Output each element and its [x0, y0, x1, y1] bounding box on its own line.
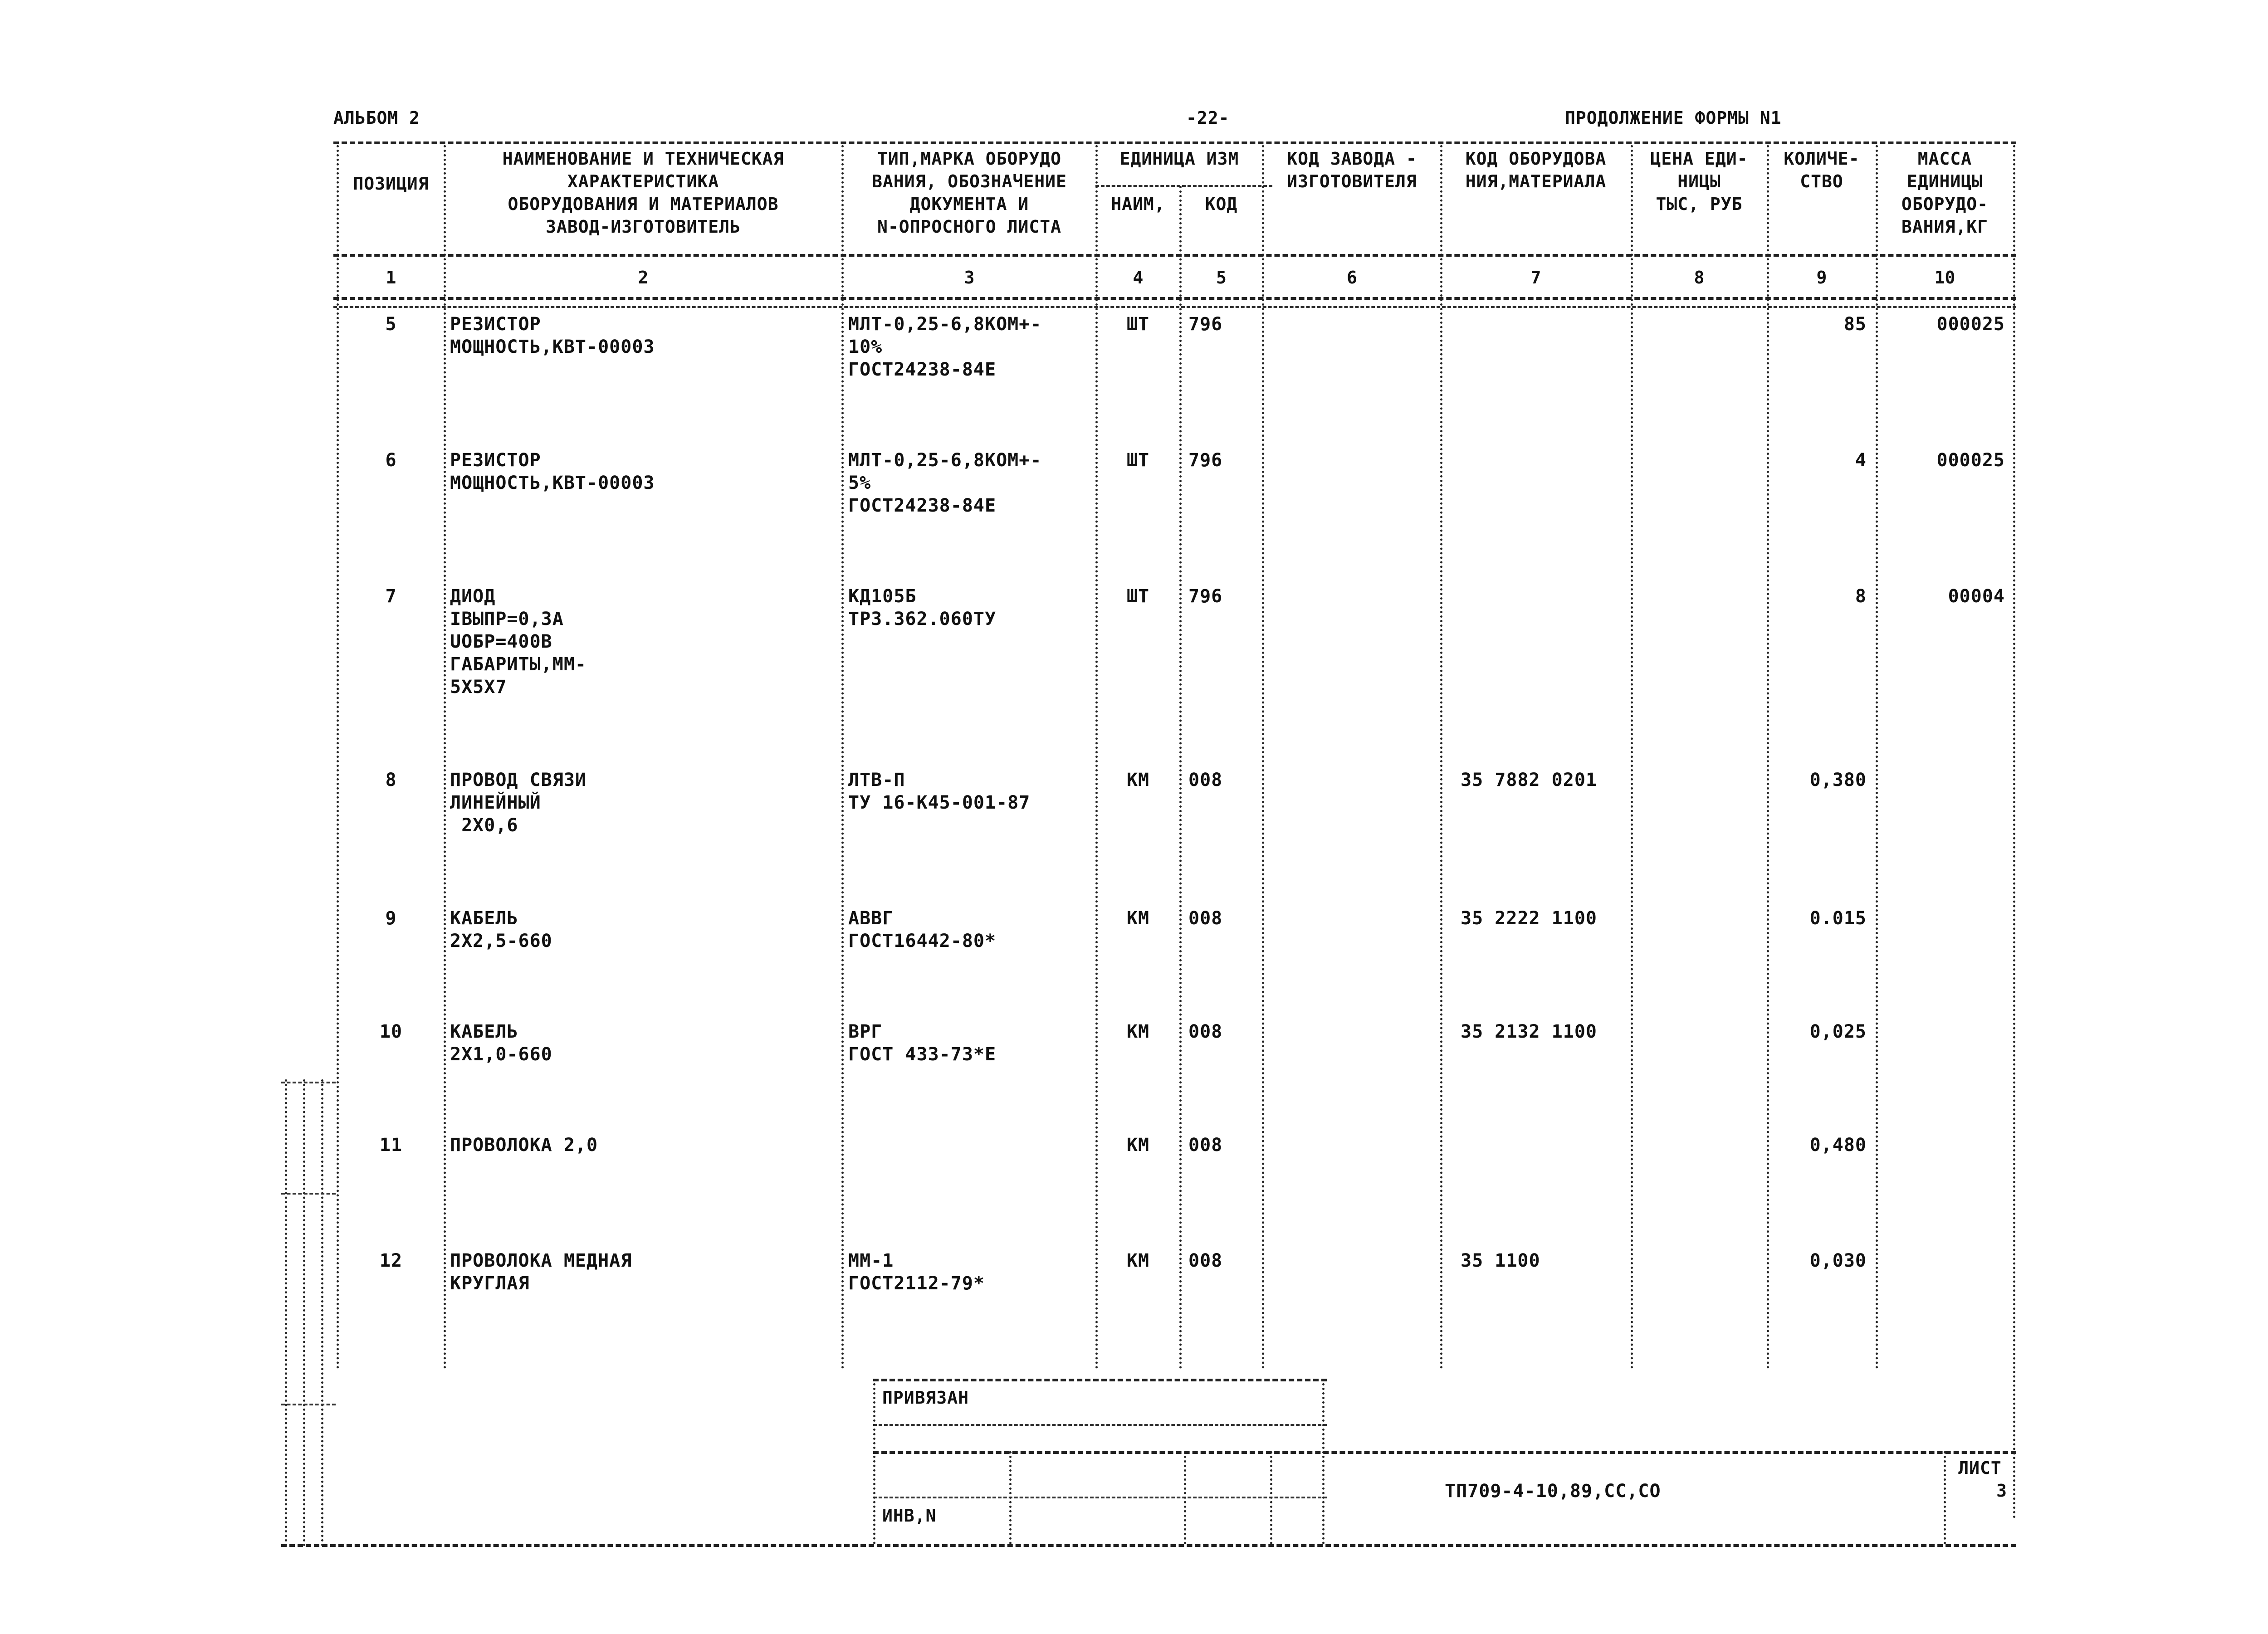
row-unit-code: 008	[1188, 770, 1223, 790]
header-mass-line: ЕДИНИЦЫ	[1906, 171, 1983, 191]
row-position: 7	[385, 586, 397, 607]
rule-bottom	[281, 1544, 2016, 1547]
header-type-line: ТИП,МАРКА ОБОРУДО	[877, 149, 1061, 169]
stamp-line	[873, 1379, 875, 1544]
stamp-inv-label: ИНВ,N	[882, 1506, 937, 1526]
row-name: ПРОВОЛОКА 2,0	[450, 1135, 598, 1156]
margin-rule	[281, 1082, 336, 1083]
row-position: 11	[379, 1135, 403, 1156]
row-unit-code: 008	[1188, 1021, 1223, 1042]
column-number: 10	[1934, 268, 1955, 288]
stamp-line	[1184, 1451, 1186, 1544]
stamp-rule	[873, 1379, 1327, 1381]
header-maker-code-line: КОД ЗАВОДА -	[1287, 149, 1417, 169]
header-mass-line: ВАНИЯ,КГ	[1901, 217, 1989, 237]
row-type: МЛТ-0,25-6,8КОМ+- 5% ГОСТ24238-84Е	[848, 450, 1042, 516]
row-position: 6	[385, 450, 397, 471]
row-position: 5	[385, 314, 397, 335]
margin-line-3	[321, 1079, 323, 1546]
row-name: ПРОВОД СВЯЗИ ЛИНЕЙНЫЙ 2X0,6	[450, 770, 587, 836]
row-quantity: 0,025	[1809, 1021, 1867, 1042]
album-label: АЛЬБОМ 2	[333, 108, 420, 128]
stamp-rule	[873, 1451, 2016, 1454]
row-type: АВВГ ГОСТ16442-80*	[848, 908, 997, 951]
continuation-label: ПРОДОЛЖЕНИЕ ФОРМЫ N1	[1565, 108, 1782, 128]
header-unit-code: КОД	[1205, 194, 1238, 214]
row-quantity: 0,380	[1809, 770, 1867, 790]
row-unit-code: 796	[1188, 450, 1223, 471]
row-quantity: 0,030	[1809, 1250, 1867, 1271]
col-line-7	[1631, 145, 1633, 1370]
row-mass: 00004	[1948, 586, 2005, 607]
rule-numbers-bottom	[333, 297, 2016, 300]
row-mass: 000025	[1936, 450, 2005, 471]
header-quantity-line: СТВО	[1800, 171, 1843, 191]
column-number: 8	[1694, 268, 1705, 288]
header-price-line: ЦЕНА ЕДИ-	[1650, 149, 1748, 169]
row-type: ЛТВ-П ТУ 16-К45-001-87	[848, 770, 1031, 813]
header-name-line: ОБОРУДОВАНИЯ И МАТЕРИАЛОВ	[508, 194, 779, 214]
header-position-line: ПОЗИЦИЯ	[353, 174, 429, 194]
row-position: 8	[385, 770, 397, 790]
column-number: 6	[1347, 268, 1357, 288]
column-number: 2	[638, 268, 649, 288]
sheet-number: 3	[1996, 1481, 2007, 1501]
header-type	[845, 147, 1094, 238]
header-name	[447, 147, 840, 238]
col-line-2	[841, 145, 844, 1370]
rule-numbers-bottom-2	[333, 306, 2016, 308]
margin-rule	[281, 1404, 336, 1405]
header-equipment-code-line: НИЯ,МАТЕРИАЛА	[1465, 171, 1607, 191]
row-equipment-code: 35 1100	[1461, 1250, 1540, 1271]
header-price-line: НИЦЫ	[1677, 171, 1721, 191]
header-unit: ЕДИНИЦА ИЗМ	[1119, 149, 1239, 169]
column-number: 4	[1133, 268, 1144, 288]
header-equipment-code-line: КОД ОБОРУДОВА	[1465, 149, 1607, 169]
stamp-line	[1270, 1451, 1272, 1544]
stamp-bound-label: ПРИВЯЗАН	[882, 1388, 969, 1408]
row-unit: КМ	[1126, 1135, 1150, 1156]
column-number: 7	[1530, 268, 1541, 288]
stamp-rule	[873, 1424, 1327, 1426]
header-type-line: N-ОПРОСНОГО ЛИСТА	[877, 217, 1061, 237]
row-position: 10	[379, 1021, 403, 1042]
row-name: КАБЕЛЬ 2X2,5-660	[450, 908, 552, 951]
row-equipment-code: 35 2222 1100	[1461, 908, 1597, 929]
margin-line-2	[303, 1079, 305, 1546]
column-number: 9	[1816, 268, 1827, 288]
header-quantity	[1769, 147, 1874, 193]
header-mass	[1878, 147, 2012, 238]
header-maker-code	[1265, 147, 1439, 193]
row-unit-code: 796	[1188, 314, 1223, 335]
row-equipment-code: 35 2132 1100	[1461, 1021, 1597, 1042]
row-name: КАБЕЛЬ 2X1,0-660	[450, 1021, 552, 1065]
column-number: 1	[386, 268, 396, 288]
row-unit: КМ	[1126, 1021, 1150, 1042]
row-type: ВРГ ГОСТ 433-73*Е	[848, 1021, 997, 1065]
row-unit-code: 008	[1188, 908, 1223, 929]
header-quantity-line: КОЛИЧЕ-	[1784, 149, 1860, 169]
row-quantity: 8	[1855, 586, 1867, 607]
header-equipment-code	[1442, 147, 1629, 193]
header-maker-code-line: ИЗГОТОВИТЕЛЯ	[1287, 171, 1417, 191]
row-position: 12	[379, 1250, 403, 1271]
row-quantity: 4	[1855, 450, 1867, 471]
row-equipment-code: 35 7882 0201	[1461, 770, 1597, 790]
row-quantity: 85	[1843, 314, 1867, 335]
header-position	[339, 172, 443, 195]
column-number: 5	[1216, 268, 1227, 288]
row-unit: КМ	[1126, 1250, 1150, 1271]
header-name-line: ХАРАКТЕРИСТИКА	[567, 171, 719, 191]
row-quantity: 0,480	[1809, 1135, 1867, 1156]
row-type: КД105Б ТР3.362.060ТУ	[848, 586, 997, 629]
col-line-10	[2013, 145, 2015, 1519]
col-line-6	[1440, 145, 1442, 1370]
col-line-5	[1262, 145, 1264, 1370]
row-mass: 000025	[1936, 314, 2005, 335]
header-type-line: ВАНИЯ, ОБОЗНАЧЕНИЕ	[872, 171, 1067, 191]
column-number: 3	[964, 268, 975, 288]
header-unit-name: НАИМ,	[1111, 194, 1165, 214]
row-name: РЕЗИСТОР МОЩНОСТЬ,КВТ-00003	[450, 450, 655, 493]
rule-top	[333, 141, 2016, 144]
margin-rule	[281, 1193, 336, 1195]
rule-unit-split	[1095, 185, 1272, 187]
header-type-line: ДОКУМЕНТА И	[909, 194, 1029, 214]
row-name: РЕЗИСТОР МОЩНОСТЬ,КВТ-00003	[450, 314, 655, 357]
header-mass-line: ОБОРУДО-	[1901, 194, 1989, 214]
header-mass-line: МАССА	[1917, 149, 1972, 169]
col-line-0	[337, 145, 339, 1370]
row-unit: КМ	[1126, 770, 1150, 790]
sheet-label: ЛИСТ	[1958, 1458, 2002, 1478]
row-type: МЛТ-0,25-6,8КОМ+- 10% ГОСТ24238-84Е	[848, 314, 1042, 380]
row-position: 9	[385, 908, 397, 929]
header-price-line: ТЫС, РУБ	[1656, 194, 1743, 214]
document-code: ТП709-4-10,89,СС,СО	[1445, 1481, 1661, 1502]
row-type: ММ-1 ГОСТ2112-79*	[848, 1250, 985, 1294]
row-quantity: 0.015	[1809, 908, 1867, 929]
page-number: -22-	[1186, 108, 1230, 128]
row-unit-code: 008	[1188, 1135, 1223, 1156]
col-line-1	[444, 145, 446, 1370]
row-unit: ШТ	[1126, 314, 1150, 335]
header-name-line: ЗАВОД-ИЗГОТОВИТЕЛЬ	[546, 217, 741, 237]
row-name: ПРОВОЛОКА МЕДНАЯ КРУГЛАЯ	[450, 1250, 632, 1294]
header-name-line: НАИМЕНОВАНИЕ И ТЕХНИЧЕСКАЯ	[502, 149, 784, 169]
row-unit: ШТ	[1126, 586, 1150, 607]
row-unit-code: 008	[1188, 1250, 1223, 1271]
rule-header-bottom	[333, 254, 2016, 257]
row-unit: КМ	[1126, 908, 1150, 929]
row-unit: ШТ	[1126, 450, 1150, 471]
margin-line-1	[285, 1079, 287, 1546]
stamp-rule	[873, 1497, 1327, 1498]
row-name: ДИОД IВЫПР=0,3А UОБР=400В ГАБАРИТЫ,ММ- 5X5X7	[450, 586, 587, 697]
stamp-line	[1322, 1379, 1325, 1544]
row-unit-code: 796	[1188, 586, 1223, 607]
header-price	[1633, 147, 1765, 215]
col-line-4	[1179, 186, 1182, 1370]
stamp-line	[1009, 1451, 1012, 1544]
